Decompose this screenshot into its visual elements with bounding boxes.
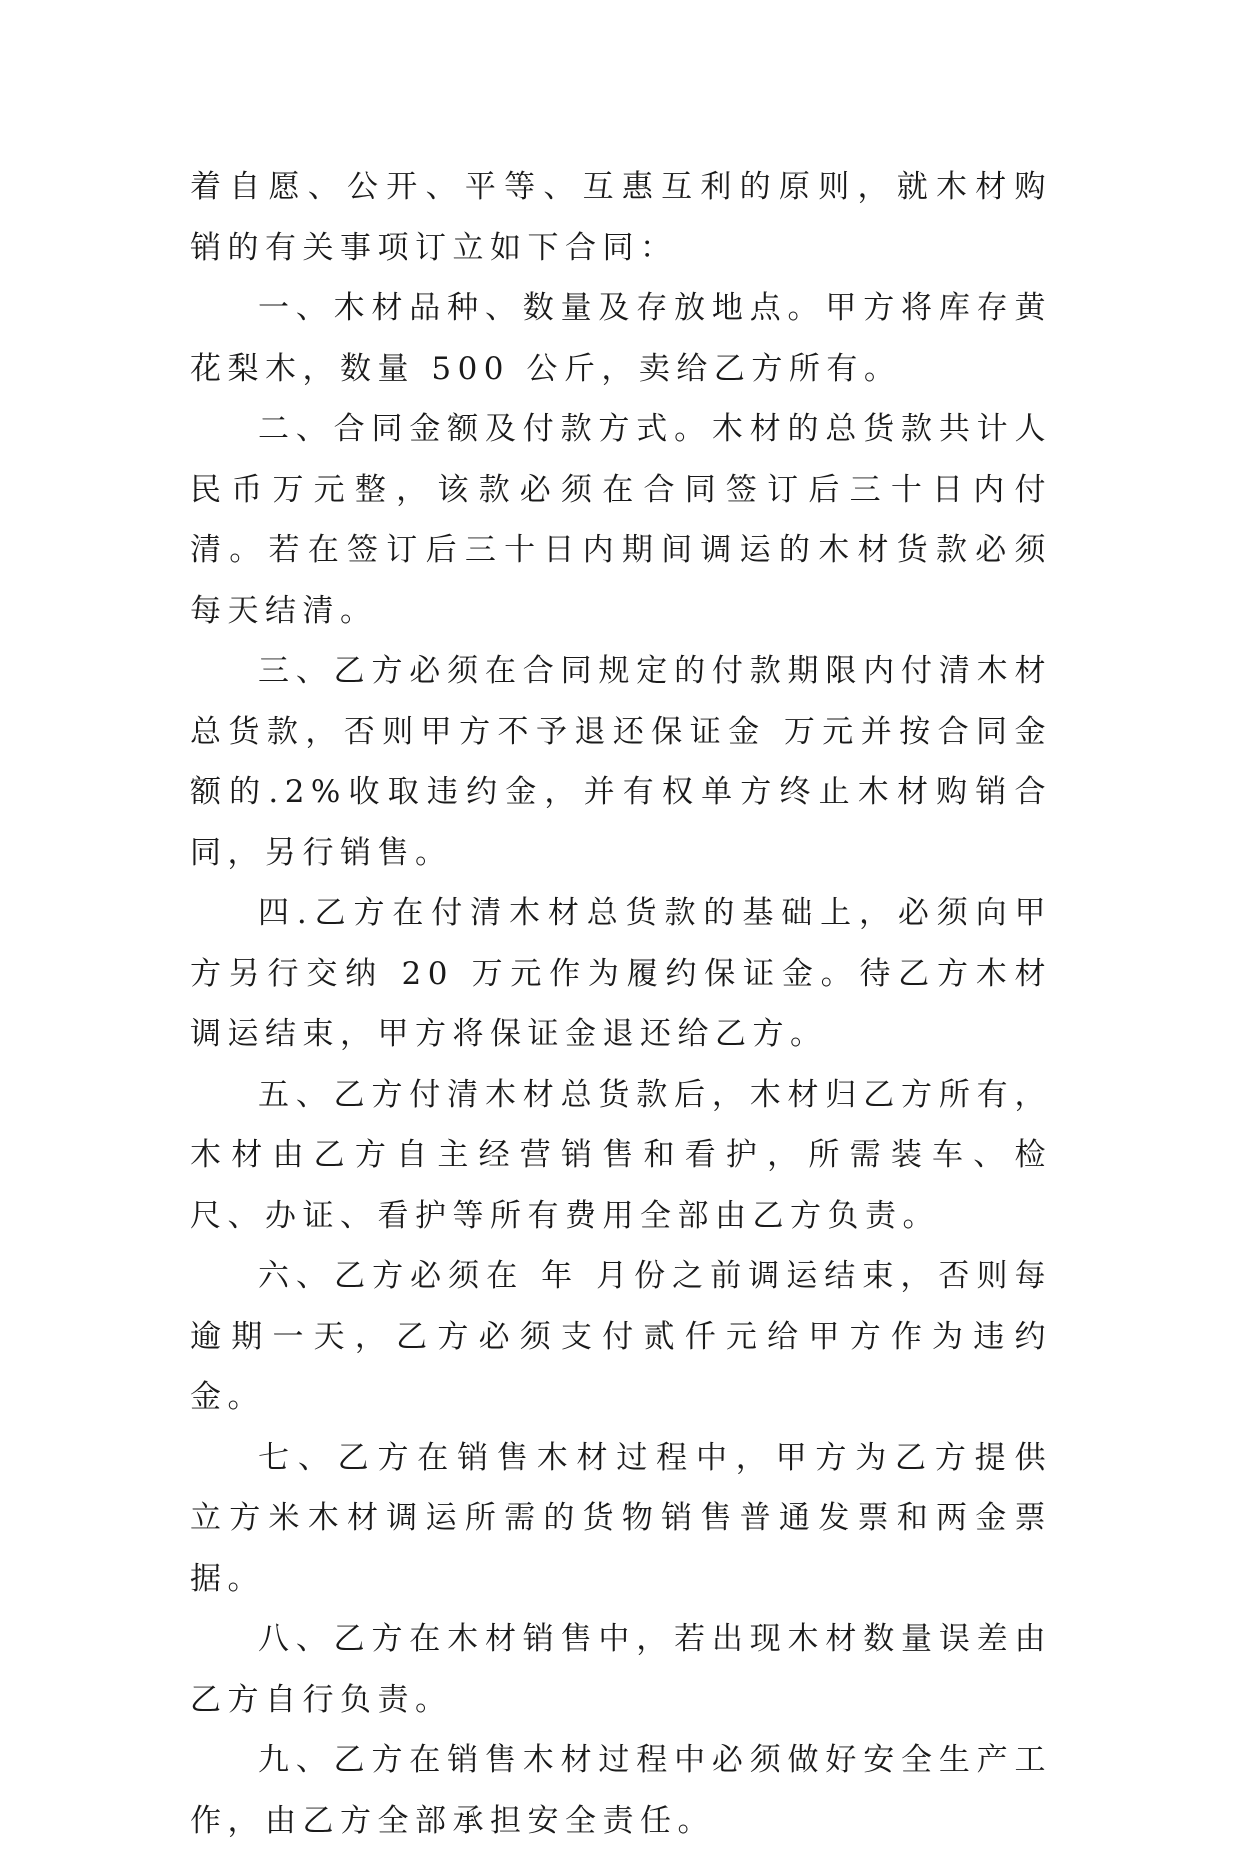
clause-9: 九、乙方在销售木材过程中必须做好安全生产工作，由乙方全部承担安全责任。 (190, 1742, 1052, 1839)
clause-2: 二、合同金额及付款方式。木材的总货款共计人民币万元整，该款必须在合同签订后三十日内付清。若在签订后三十日内期间调运的木材货款必须每天结清。 (190, 411, 1052, 629)
contract-body (190, 157, 1052, 1851)
clause-6: 六、乙方必须在 年 月份之前调运结束，否则每逾期一天，乙方必须支付贰仟元给甲方作为违约金。 (190, 1258, 1052, 1415)
clause-8: 八、乙方在木材销售中，若出现木材数量误差由乙方自行负责。 (190, 1621, 1052, 1718)
clause-1: 一、木材品种、数量及存放地点。甲方将库存黄花梨木，数量 500 公斤，卖给乙方所有。 (190, 290, 1052, 387)
paragraph-opening: 着自愿、公开、平等、互惠互利的原则，就木材购销的有关事项订立如下合同： (190, 169, 1052, 266)
clause-7: 七、乙方在销售木材过程中，甲方为乙方提供 立方米木材调运所需的货物销售普通发票和两金票据。 (190, 1439, 1052, 1597)
clause-3: 三、乙方必须在合同规定的付款期限内付清木材总货款，否则甲方不予退还保证金 万元并按合同金额的.2%收取违约金，并有权单方终止木材购销合同，另行销售。 (190, 653, 1052, 871)
clause-4: 四.乙方在付清木材总货款的基础上，必须向甲方另行交纳 20 万元作为履约保证金。待乙方木材调运结束，甲方将保证金退还给乙方。 (190, 895, 1052, 1052)
clause-5: 五、乙方付清木材总货款后，木材归乙方所有，木材由乙方自主经营销售和看护，所需装车、检尺、办证、看护等所有费用全部由乙方负责。 (190, 1076, 1052, 1234)
